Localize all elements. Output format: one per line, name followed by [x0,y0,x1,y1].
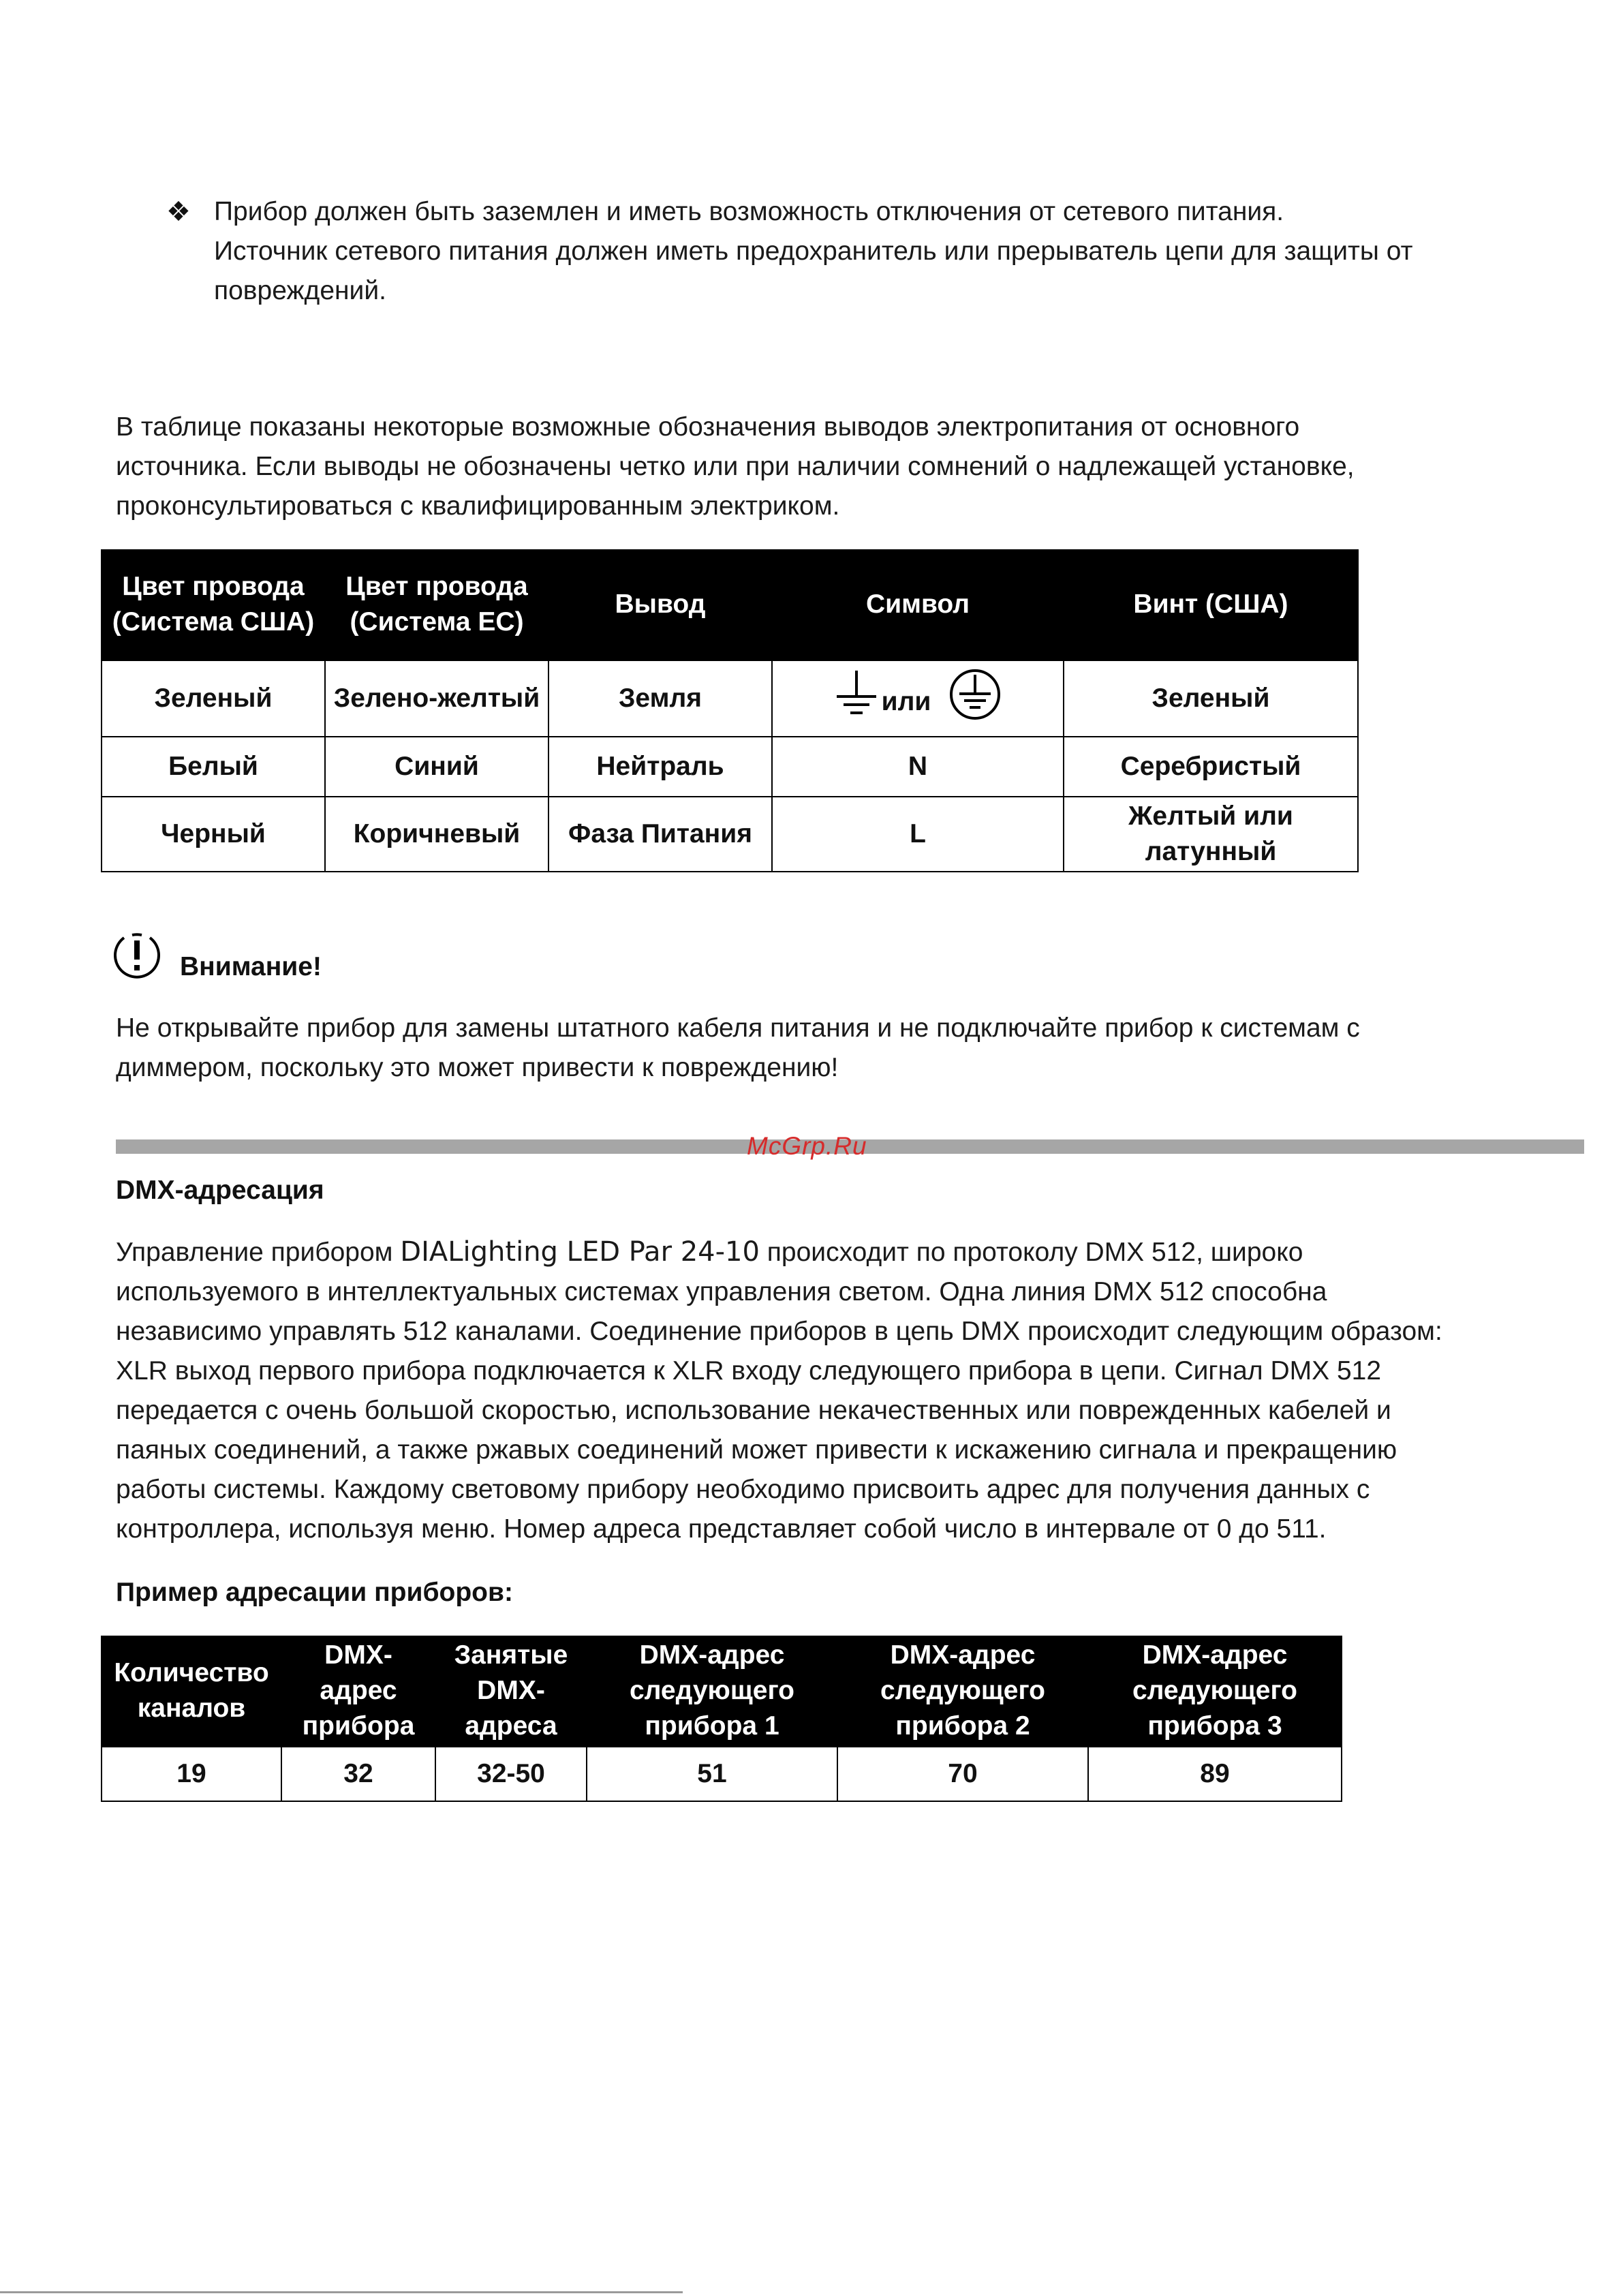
grounding-paragraph [214,192,1509,311]
header-dmx-address: DMX-адрес прибора [281,1636,435,1747]
table-cell: Черный [102,797,325,872]
header-screw: Винт (США) [1064,549,1358,660]
table-cell: Синий [325,737,548,797]
dmx-line: паяных соединений, а также ржавых соединений может привести к искажению сигнала и прекращению [116,1435,1397,1465]
dmx-line: используемого в интеллектуальных системах управления светом. Одна линия DMX 512 способна [116,1277,1327,1306]
table-cell: Фаза Питания [548,797,772,872]
header-occupied: Занятые DMX-адреса [435,1636,587,1747]
dmx-paragraph [116,1232,1540,1549]
dmx-address-table [101,1636,1342,1802]
dmx-line: контроллера, используя меню. Номер адреса представляет собой число в интервале от 0 до 511. [116,1514,1327,1544]
table-cell: N [772,737,1064,797]
ground-icon [834,669,879,720]
table-cell-symbol [772,660,1064,737]
attention-paragraph [116,1009,1533,1088]
attention-line: диммером, поскольку это может привести к повреждению! [116,1053,839,1082]
table-cell: Белый [102,737,325,797]
table-row [102,660,1358,737]
header-us-wire: Цвет провода (Система США) [102,549,325,660]
table-cell: 70 [837,1747,1088,1801]
attention-label: Внимание! [180,952,322,981]
table-cell: 32 [281,1747,435,1801]
table-row [102,797,1358,872]
table-cell: 51 [587,1747,837,1801]
dmx-line: передается с очень большой скоростью, использование некачественных или поврежденных кабелей и [116,1396,1391,1425]
dmx-line: независимо управлять 512 каналами. Соединение приборов в цепь DMX происходит следующим образом: [116,1317,1442,1346]
header-next-3: DMX-адрес следующего прибора 3 [1088,1636,1342,1747]
example-heading: Пример адресации приборов: [116,1578,513,1607]
table-row [102,1747,1342,1801]
wire-color-table [101,549,1359,872]
table-cell: Коричневый [325,797,548,872]
table-header-row [102,1636,1342,1747]
bullet-icon: ❖ [166,197,191,227]
protective-earth-icon [948,668,1002,721]
table-cell: Зеленый [1064,660,1358,737]
header-symbol: Символ [772,549,1064,660]
bullet-line: повреждений. [214,276,386,305]
intro-line: В таблице показаны некоторые возможные обозначения выводов электропитания от основного [116,412,1300,442]
table-cell: Серебристый [1064,737,1358,797]
table-cell: L [772,797,1064,872]
dmx-line: работы системы. Каждому световому прибору необходимо присвоить адрес для получения данных с [116,1475,1370,1504]
table-cell: Земля [548,660,772,737]
attention-line: Не открывайте прибор для замены штатного кабеля питания и не подключайте прибор к системам с [116,1013,1360,1043]
table-cell: 89 [1088,1747,1342,1801]
product-model: DIALighting LED Par 24-10 [400,1236,760,1268]
dmx-line: XLR выход первого прибора подключается к XLR входу следующего прибора в цепи. Сигнал DMX 512 [116,1356,1382,1386]
table-cell: Зелено-желтый [325,660,548,737]
header-next-2: DMX-адрес следующего прибора 2 [837,1636,1088,1747]
header-terminal: Вывод [548,549,772,660]
table-cell: 32-50 [435,1747,587,1801]
attention-icon [112,931,162,981]
bullet-line: Прибор должен быть заземлен и иметь возможность отключения от сетевого питания. [214,197,1284,226]
header-next-1: DMX-адрес следующего прибора 1 [587,1636,837,1747]
bullet-line: Источник сетевого питания должен иметь предохранитель или прерыватель цепи для защиты от [214,236,1413,266]
dmx-line-end: происходит по протоколу DMX 512, широко [759,1238,1303,1267]
table-cell: Зеленый [102,660,325,737]
header-channels: Количество каналов [102,1636,281,1747]
symbol-or-label: или [881,687,931,716]
watermark: McGrp.Ru [747,1132,867,1160]
intro-line: источника. Если выводы не обозначены четко или при наличии сомнений о надлежащей установке, [116,452,1355,481]
table-cell: Желтый или латунный [1064,797,1358,872]
dmx-line [116,1232,1540,1272]
footer-line [0,2291,683,2293]
table-cell: 19 [102,1747,281,1801]
intro-paragraph [116,408,1533,526]
dmx-line-start: Управление прибором [116,1238,401,1267]
table-header-row [102,549,1358,660]
section-heading: DMX-адресация [116,1176,324,1205]
table-cell: Нейтраль [548,737,772,797]
header-eu-wire: Цвет провода (Система ЕС) [325,549,548,660]
table-row [102,737,1358,797]
intro-line: проконсультироваться с квалифицированным электриком. [116,491,840,521]
